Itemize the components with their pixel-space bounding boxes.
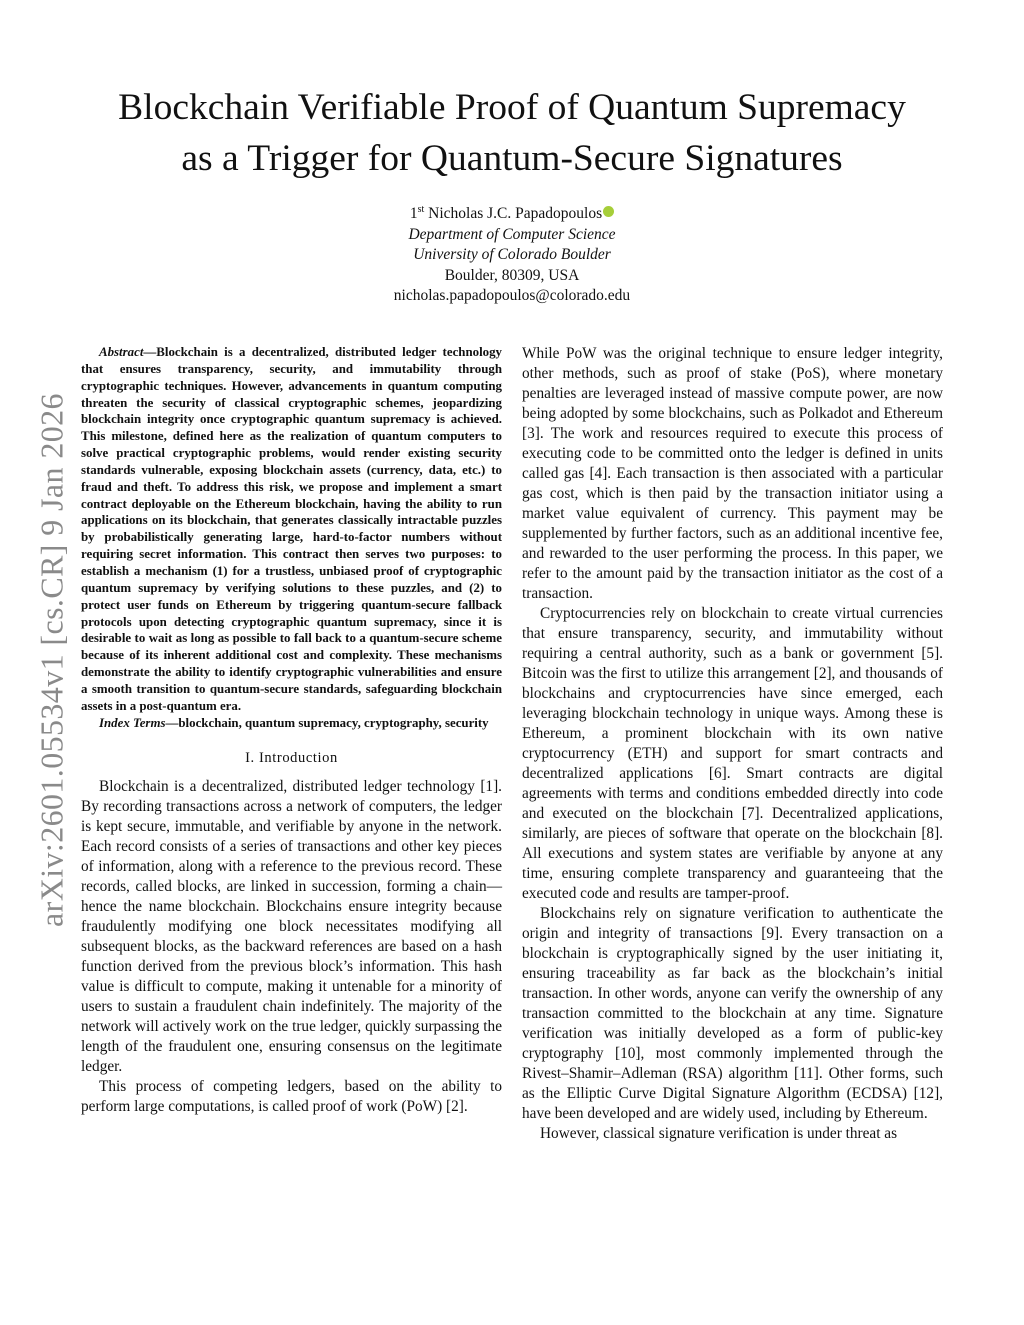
author-department: Department of Computer Science <box>408 225 616 243</box>
abstract-text: —Blockchain is a decentralized, distributed ledger technology that ensures transparency, security, and immutability through cryptographic techniques. However, advancements in quantum computing threaten the security of classical cryptographic schemes, jeopardizing blockchain integrity once cryptographic quantum supremacy is achieved. This milestone, defined here as the realization of quantum computers to solve practical cryptographic problems, would render existing security standards vulnerable, exposing blockchain assets (currency, data, etc.) to fraud and theft. To address this risk, we propose and implement a smart contract deployable on the Ethereum blockchain, having the ability to run applications on its blockchain, that generates classically intractable puzzles by probabilistically generating large, hard-to-factor numbers without requiring secret information. This contract then serves two purposes: to establish a mechanism (1) for a trustless, unbiased proof of cryptographic quantum supremacy by verifying solutions to these puzzles, and (2) to protect user funds on Ethereum by triggering quantum-secure fallback protocols upon detecting cryptographic quantum supremacy, since it is desirable to wait as long as possible to fall back to a quantum-secure scheme because of its inherent additional cost and complexity. These mechanisms demonstrate the ability to identify cryptographic vulnerabilities and ensure a smooth transition to quantum-secure standards, safeguarding blockchain assets in a post-quantum era. <box>81 345 502 713</box>
title-line-2: as a Trigger for Quantum-Secure Signatures <box>181 138 843 179</box>
index-terms-label: Index Terms <box>99 715 166 730</box>
right-column <box>522 344 943 1144</box>
author-university: University of Colorado Boulder <box>413 246 611 264</box>
paragraph: This process of competing ledgers, based on the ability to perform large computations, is called proof of work (PoW) [2]. <box>81 1078 502 1116</box>
paragraph: While PoW was the original technique to ensure ledger integrity, other methods, such as proof of stake (PoS), where monetary penalties are leveraged instead of massive compute power, are now being adopted by some blockchains, such as Polkadot and Ethereum [3]. The work and resources required to execute this process of executing code to be committed onto the ledger is defined in units called gas [4]. Each transaction is then associated with a particular gas cost, which is then paid by the transaction initiator using a market value equivalent of currency. This payment may be supplemented by further factors, such as an additional incentive fee, and rewarded to the user performing the process. In this paper, we refer to the amount paid by the transaction initiator as the cost of a transaction. <box>522 345 943 602</box>
orcid-icon[interactable] <box>603 206 614 217</box>
index-terms <box>81 715 502 732</box>
index-terms-text: —blockchain, quantum supremacy, cryptography, security <box>165 715 489 730</box>
author-name: Nicholas J.C. Papadopoulos <box>428 205 603 223</box>
arxiv-identifier-stamp: arXiv:2601.05534v1 [cs.CR] 9 Jan 2026 <box>33 393 70 927</box>
author-ordinal-suffix: st <box>417 204 425 215</box>
left-column <box>81 344 502 1117</box>
abstract-label: Abstract <box>99 345 144 359</box>
author-ordinal: 1 <box>409 205 418 223</box>
author-email: nicholas.papadopoulos@colorado.edu <box>393 287 631 305</box>
abstract <box>81 344 502 715</box>
paragraph: However, classical signature verification is under threat as <box>540 1125 898 1142</box>
title-line-1: Blockchain Verifiable Proof of Quantum Supremacy <box>118 87 906 128</box>
paragraph: Blockchains rely on signature verification to authenticate the origin and integrity of transactions [9]. Every transaction on a blockchain is cryptographically signed by the user initiating it, ensuring traceability as far back as the blockchain’s initial transaction. In other words, anyone can verify the ownership of any transaction committed to the blockchain at any time. Signature verification was initially developed as a form of public-key cryptography [10], most commonly implemented through the Rivest–Shamir–Adleman (RSA) algorithm [11]. Other forms, such as the Elliptic Curve Digital Signature Algorithm (ECDSA) [12], have been developed and are widely used, including by Ethereum. <box>522 905 943 1122</box>
paragraph: Blockchain is a decentralized, distributed ledger technology [1]. By recording transactions across a network of computers, the ledger is kept secure, immutable, and verifiable by anyone in the network. Each record consists of a series of transactions and other key pieces of information, along with a reference to the previous record. These records, called blocks, are linked in succession, forming a chain—hence the name blockchain. Blockchains ensure integrity because fraudulently modifying one block necessitates modifying all subsequent blocks, as the backward references are based on a hash function derived from the previous block’s information. This hash value is difficult to compute, making it untenable for a minority of users to sustain a fraudulent chain indefinitely. The majority of the network will actively work on the true ledger, quickly surpassing the length of the fraudulent one, ensuring consensus on the legitimate ledger. <box>81 778 502 1076</box>
paragraph: Cryptocurrencies rely on blockchain to create virtual currencies that ensure transparency, security, and immutability without requiring a central authority, such as a bank or government [5]. Bitcoin was the first to utilize this arrangement [2], and thousands of blockchains and cryptocurrencies have since emerged, each leveraging blockchain technology in unique ways. Among these is Ethereum, a prominent blockchain with its own native cryptocurrency (ETH) and support for smart contracts and decentralized applications [6]. Smart contracts are digital agreements with terms and conditions embedded directly into code and executed on the blockchain [7]. Decentralized applications, similarly, are pieces of software that operate on the blockchain [8]. All executions and system states are verifiable by anyone at any time, ensuring complete transparency and guaranteeing that the executed code and results are tamper-proof. <box>522 605 943 902</box>
section-heading-introduction: I. Introduction <box>245 750 338 767</box>
paper-title <box>70 82 954 184</box>
author-name-line <box>262 200 762 225</box>
author-block <box>262 200 762 307</box>
author-location: Boulder, 80309, USA <box>444 266 580 284</box>
